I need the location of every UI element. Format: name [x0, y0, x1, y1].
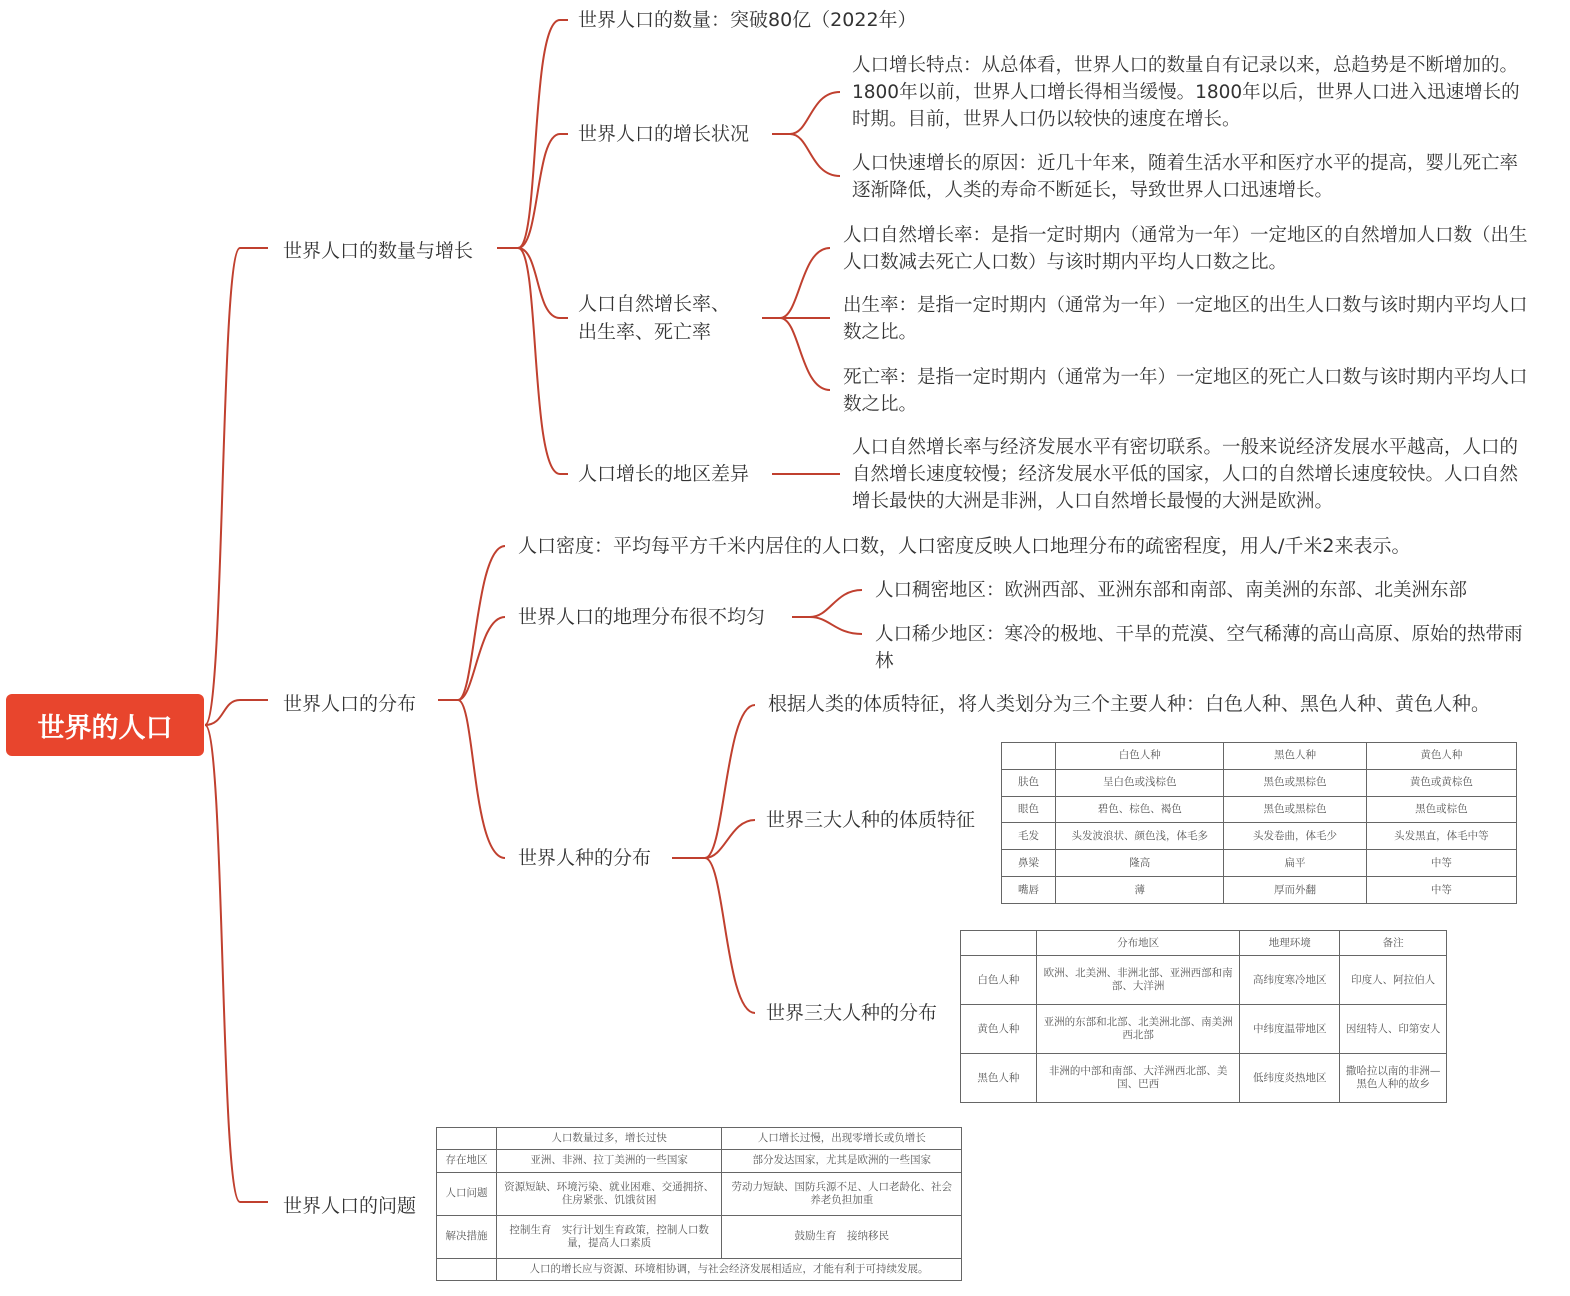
text-regional-difference: 人口自然增长率与经济发展水平有密切联系。一般来说经济发展水平越高，人口的自然增长速度较慢；经济发展水平低的国家，人口的自然增长速度较快。人口自然增长最快的大洲是非洲，人口自然增长最慢的大洲是欧洲。	[852, 437, 1519, 512]
table-cell	[961, 931, 1037, 956]
table-cell: 低纬度炎热地区	[1240, 1054, 1340, 1103]
table-cell	[437, 1128, 497, 1150]
table-cell: 呈白色或浅棕色	[1056, 769, 1224, 796]
table-cell: 毛发	[1002, 823, 1056, 850]
table-cell: 白色人种	[961, 956, 1037, 1005]
table-cell: 部分发达国家，尤其是欧洲的一些国家	[722, 1150, 962, 1172]
table-row	[1002, 796, 1517, 823]
table-row	[1002, 877, 1517, 904]
table-cell: 高纬度寒冷地区	[1240, 956, 1340, 1005]
table-cell: 厚而外翻	[1224, 877, 1366, 904]
table-row	[961, 1005, 1447, 1054]
node-uneven[interactable]: 世界人口的地理分布很不均匀	[518, 606, 766, 628]
table-cell: 中等	[1366, 850, 1516, 877]
text-growth-reason: 人口快速增长的原因：近几十年来，随着生活水平和医疗水平的提高，婴儿死亡率逐渐降低，人类的寿命不断延长，导致世界人口迅速增长。	[852, 153, 1519, 201]
table-cell: 头发波浪状、颜色浅，体毛多	[1056, 823, 1224, 850]
table-cell: 资源短缺、环境污染、就业困难、交通拥挤、住房紧张、饥饿贫困	[496, 1172, 722, 1215]
table-cell: 人口增长过慢，出现零增长或负增长	[722, 1128, 962, 1150]
table-cell: 黄色人种	[961, 1005, 1037, 1054]
table-cell: 黑色人种	[1224, 743, 1366, 770]
node-rates-line2: 出生率、死亡率	[578, 321, 712, 343]
table-header-row	[961, 931, 1447, 956]
table-cell	[437, 1258, 497, 1280]
text-death-rate: 死亡率：是指一定时期内（通常为一年）一定地区的死亡人口数与该时期内平均人口数之比。	[843, 367, 1528, 415]
table-cell: 鼓励生育 接纳移民	[722, 1215, 962, 1258]
node-growth-status[interactable]: 世界人口的增长状况	[578, 123, 750, 145]
table-cell	[1002, 743, 1056, 770]
table-cell: 地理环境	[1240, 931, 1340, 956]
table-cell: 头发黑直，体毛中等	[1366, 823, 1516, 850]
table-cell: 扁平	[1224, 850, 1366, 877]
text-birth-rate: 出生率：是指一定时期内（通常为一年）一定地区的出生人口数与该时期内平均人口数之比。	[843, 295, 1528, 343]
table-cell: 备注	[1340, 931, 1447, 956]
table-cell: 撒哈拉以南的非洲—黑色人种的故乡	[1340, 1054, 1447, 1103]
node-races[interactable]: 世界人种的分布	[518, 847, 652, 869]
table-race-traits	[1001, 742, 1517, 904]
text-sparse-areas: 人口稀少地区：寒冷的极地、干旱的荒漠、空气稀薄的高山高原、原始的热带雨林	[875, 624, 1523, 672]
table-cell: 黑色或黑棕色	[1224, 769, 1366, 796]
table-footer-row	[437, 1258, 962, 1280]
table-header-row	[437, 1128, 962, 1150]
table-cell: 黑色人种	[961, 1054, 1037, 1103]
table-row	[961, 956, 1447, 1005]
table-row	[1002, 850, 1517, 877]
table-cell: 黑色或棕色	[1366, 796, 1516, 823]
table-header-row	[1002, 743, 1517, 770]
table-cell: 存在地区	[437, 1150, 497, 1172]
node-race-distribution[interactable]: 世界三大人种的分布	[766, 1002, 938, 1024]
table-cell: 头发卷曲，体毛少	[1224, 823, 1366, 850]
table-cell: 嘴唇	[1002, 877, 1056, 904]
table-cell: 亚洲的东部和北部、北美洲北部、南美洲西北部	[1036, 1005, 1240, 1054]
table-cell: 碧色、棕色、褐色	[1056, 796, 1224, 823]
table-cell: 肤色	[1002, 769, 1056, 796]
table-cell: 白色人种	[1056, 743, 1224, 770]
table-row	[437, 1215, 962, 1258]
table-row	[1002, 769, 1517, 796]
table-population-problems	[436, 1127, 962, 1281]
table-cell: 隆高	[1056, 850, 1224, 877]
table-cell: 印度人、阿拉伯人	[1340, 956, 1447, 1005]
table-row	[437, 1150, 962, 1172]
table-row	[437, 1172, 962, 1215]
root-node[interactable]: 世界的人口	[6, 694, 204, 756]
table-cell: 黑色或黑棕色	[1224, 796, 1366, 823]
table-cell: 薄	[1056, 877, 1224, 904]
node-density[interactable]: 人口密度：平均每平方千米内居住的人口数，人口密度反映人口地理分布的疏密程度，用人/千米2来表示。	[518, 535, 1411, 557]
table-cell: 解决措施	[437, 1215, 497, 1258]
table-row	[1002, 823, 1517, 850]
table-cell: 黄色人种	[1366, 743, 1516, 770]
node-population-number[interactable]: 世界人口的数量：突破80亿（2022年）	[578, 9, 917, 31]
node-count-growth[interactable]: 世界人口的数量与增长	[283, 240, 474, 262]
table-cell: 劳动力短缺、国防兵源不足、人口老龄化、社会养老负担加重	[722, 1172, 962, 1215]
table-cell: 中等	[1366, 877, 1516, 904]
table-race-distribution	[960, 930, 1447, 1103]
table-cell: 人口数量过多，增长过快	[496, 1128, 722, 1150]
node-race-intro[interactable]: 根据人类的体质特征，将人类划分为三个主要人种：白色人种、黑色人种、黄色人种。	[768, 693, 1491, 715]
node-race-traits[interactable]: 世界三大人种的体质特征	[766, 809, 976, 831]
text-natural-growth-rate: 人口自然增长率：是指一定时期内（通常为一年）一定地区的自然增加人口数（出生人口数减去死亡人口数）与该时期内平均人口数之比。	[843, 225, 1528, 273]
node-rates[interactable]	[578, 290, 730, 346]
text-growth-trait: 人口增长特点：从总体看，世界人口的数量自有记录以来，总趋势是不断增加的。1800年以前，世界人口增长得相当缓慢。1800年以后，世界人口进入迅速增长的时期。目前，世界人口仍以较快的速度在增长。	[852, 55, 1520, 130]
node-distribution[interactable]: 世界人口的分布	[283, 693, 417, 715]
node-problems[interactable]: 世界人口的问题	[283, 1195, 417, 1217]
node-regional-difference[interactable]: 人口增长的地区差异	[578, 463, 750, 485]
table-cell: 中纬度温带地区	[1240, 1005, 1340, 1054]
node-rates-line1: 人口自然增长率、	[578, 293, 731, 315]
table-cell: 眼色	[1002, 796, 1056, 823]
table-cell: 非洲的中部和南部、大洋洲西北部、美国、巴西	[1036, 1054, 1240, 1103]
table-cell: 人口问题	[437, 1172, 497, 1215]
table-row	[961, 1054, 1447, 1103]
table-cell: 因纽特人、印第安人	[1340, 1005, 1447, 1054]
table-footer-cell: 人口的增长应与资源、环境相协调，与社会经济发展相适应，才能有利于可持续发展。	[496, 1258, 961, 1280]
table-cell: 控制生育 实行计划生育政策，控制人口数量，提高人口素质	[496, 1215, 722, 1258]
table-cell: 鼻梁	[1002, 850, 1056, 877]
table-cell: 欧洲、北美洲、非洲北部、亚洲西部和南部、大洋洲	[1036, 956, 1240, 1005]
table-cell: 分布地区	[1036, 931, 1240, 956]
table-cell: 亚洲、非洲、拉丁美洲的一些国家	[496, 1150, 722, 1172]
table-cell: 黄色或黄棕色	[1366, 769, 1516, 796]
text-dense-areas: 人口稠密地区：欧洲西部、亚洲东部和南部、南美洲的东部、北美洲东部	[875, 580, 1468, 601]
